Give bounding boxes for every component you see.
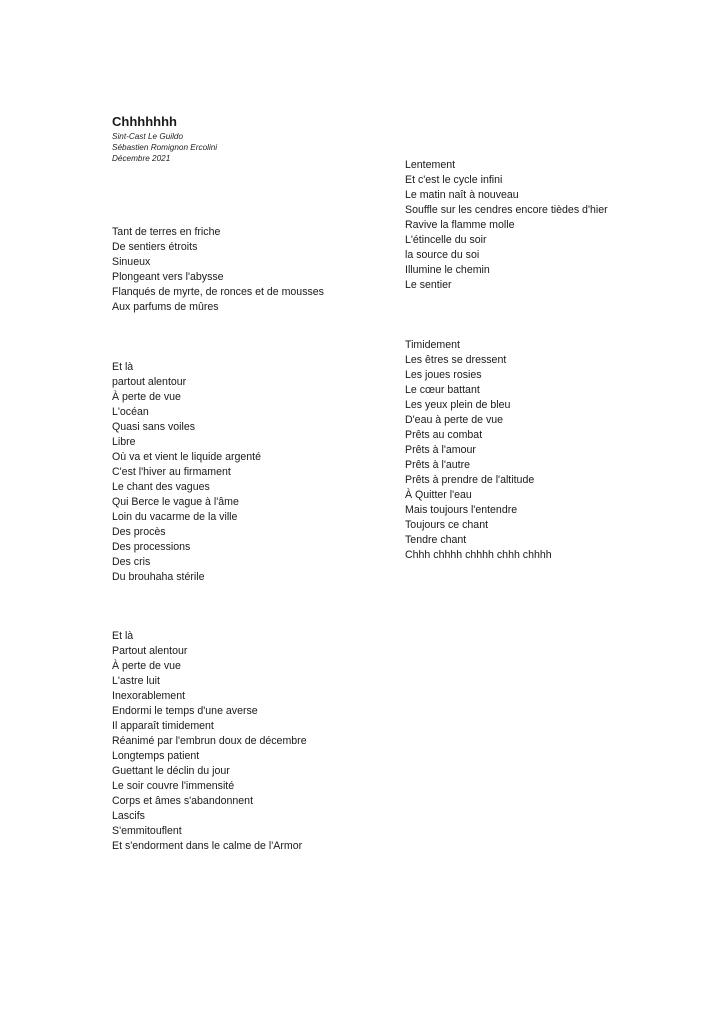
poem-line: Longtemps patient xyxy=(112,750,200,762)
poem-line: Les êtres se dressent xyxy=(405,354,507,366)
poem-line: Guettant le déclin du jour xyxy=(112,765,230,777)
poem-line: Les yeux plein de bleu xyxy=(405,399,511,411)
poem-title: Chhhhhhh xyxy=(112,114,177,129)
poem-line: Et c'est le cycle infini xyxy=(405,174,503,186)
poem-line: À perte de vue xyxy=(112,660,181,672)
poem-line: Prêts à prendre de l'altitude xyxy=(405,474,535,486)
poem-line: Prêts à l'amour xyxy=(405,444,476,456)
poem-line: Il apparaît timidement xyxy=(112,720,214,732)
poem-line: Libre xyxy=(112,436,136,448)
poem-line: Timidement xyxy=(405,339,460,351)
poem-line: Le cœur battant xyxy=(405,384,480,396)
poem-line: Chhh chhhh chhhh chhh chhhh xyxy=(405,549,552,561)
poem-line: Quasi sans voiles xyxy=(112,421,196,433)
stanza-1 xyxy=(112,225,324,315)
poem-line: Tant de terres en friche xyxy=(112,226,221,238)
poem-header xyxy=(112,114,217,164)
poem-line: S'emmitouflent xyxy=(112,825,182,837)
poem-line: Les joues rosies xyxy=(405,369,482,381)
poem-line: D'eau à perte de vue xyxy=(405,414,504,426)
poem-line: Des cris xyxy=(112,556,151,568)
poem-line: Prêts à l'autre xyxy=(405,459,471,471)
poem-line: Lentement xyxy=(405,159,456,171)
poem-line: Le matin naît à nouveau xyxy=(405,189,519,201)
poem-date: Décembre 2021 xyxy=(112,154,171,163)
poem-line: la source du soi xyxy=(405,249,480,261)
poem-line: Loin du vacarme de la ville xyxy=(112,511,238,523)
poem-place: Sint-Cast Le Guildo xyxy=(112,132,183,141)
poem-line: Des procès xyxy=(112,526,166,538)
poem-line: Et là xyxy=(112,361,134,373)
poem-line: Plongeant vers l'abysse xyxy=(112,271,224,283)
stanza-2 xyxy=(112,360,261,585)
poem-line: Le soir couvre l'immensité xyxy=(112,780,235,792)
poem-line: De sentiers étroits xyxy=(112,241,198,253)
poem-line: Flanqués de myrte, de ronces et de mousses xyxy=(112,286,324,298)
poem-line: Qui Berce le vague à l'âme xyxy=(112,496,239,508)
poem-line: L'astre luit xyxy=(112,675,160,687)
poem-line: À perte de vue xyxy=(112,391,181,403)
stanza-4 xyxy=(405,158,608,293)
poem-line: Lascifs xyxy=(112,810,145,822)
poem-line: Toujours ce chant xyxy=(405,519,489,531)
poem-line: Souffle sur les cendres encore tièdes d'hier xyxy=(405,204,608,216)
poem-line: Aux parfums de mûres xyxy=(112,301,219,313)
poem-line: Partout alentour xyxy=(112,645,188,657)
poem-line: À Quitter l'eau xyxy=(405,489,472,501)
poem-line: partout alentour xyxy=(112,376,187,388)
poem-line: Sinueux xyxy=(112,256,151,268)
poem-line: Et là xyxy=(112,630,134,642)
poem-line: Endormi le temps d'une averse xyxy=(112,705,258,717)
poem-line: Corps et âmes s'abandonnent xyxy=(112,795,254,807)
poem-line: Tendre chant xyxy=(405,534,467,546)
poem-line: Ravive la flamme molle xyxy=(405,219,515,231)
poem-line: Le chant des vagues xyxy=(112,481,210,493)
poem-line: C'est l'hiver au firmament xyxy=(112,466,231,478)
poem-line: Où va et vient le liquide argenté xyxy=(112,451,261,463)
poem-author: Sébastien Romignon Ercolini xyxy=(112,143,218,152)
poem-line: Réanimé par l'embrun doux de décembre xyxy=(112,735,307,747)
poem-line: Et s'endorment dans le calme de l'Armor xyxy=(112,840,303,852)
poem-line: Des processions xyxy=(112,541,191,553)
poem-line: Inexorablement xyxy=(112,690,186,702)
poem-line: Du brouhaha stérile xyxy=(112,571,205,583)
poem-line: L'étincelle du soir xyxy=(405,234,487,246)
stanza-3 xyxy=(112,629,307,854)
poem-line: Illumine le chemin xyxy=(405,264,490,276)
poem-line: Le sentier xyxy=(405,279,452,291)
stanza-5 xyxy=(405,338,552,563)
poem-line: Mais toujours l'entendre xyxy=(405,504,518,516)
poem-line: Prêts au combat xyxy=(405,429,483,441)
poem-line: L'océan xyxy=(112,406,149,418)
